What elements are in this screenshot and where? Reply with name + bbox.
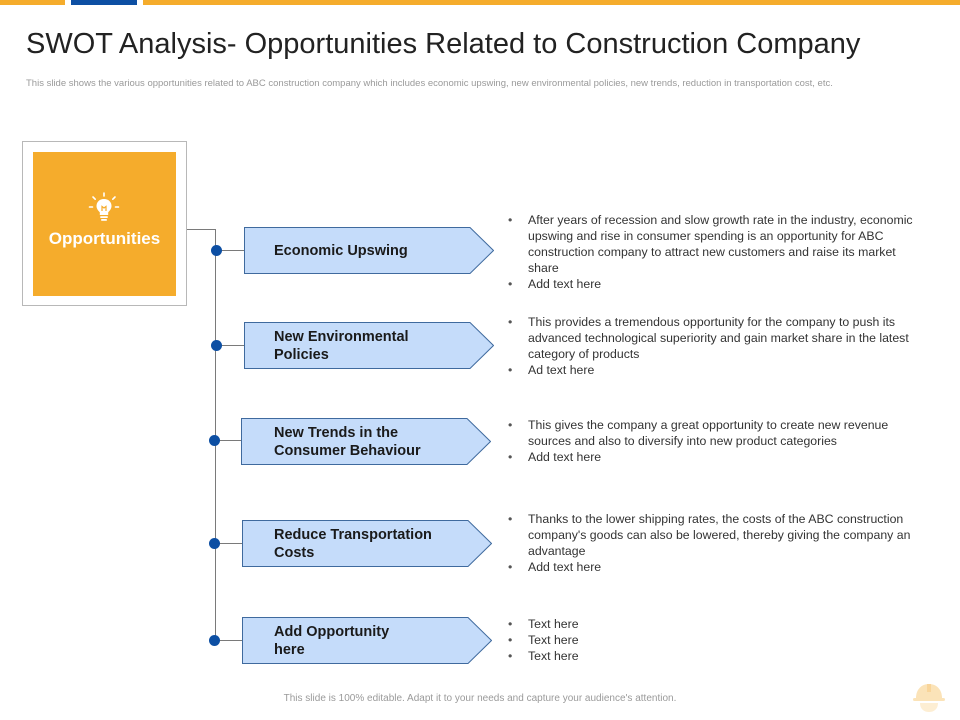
bullet-item: • Text here bbox=[508, 616, 928, 632]
bullet-item: • Add text here bbox=[508, 449, 928, 465]
bullet-item: • Text here bbox=[508, 632, 928, 648]
opportunities-box bbox=[33, 152, 176, 296]
opportunity-label: Economic Upswing bbox=[274, 242, 408, 259]
bullet-list-consumer-trends bbox=[508, 417, 928, 465]
bullet-item: • After years of recession and slow growth rate in the industry, economic upswing and rise in consumer spending is an opportunity for ABC construction company to attract new customers and raise its market share bbox=[508, 212, 928, 276]
opportunity-arrow-transportation-costs bbox=[242, 520, 492, 567]
opportunity-label: Reduce Transportation Costs bbox=[274, 526, 432, 561]
hard-hat-icon bbox=[910, 676, 948, 714]
bullet-item: • Add text here bbox=[508, 276, 928, 292]
opportunity-label: Add Opportunity here bbox=[274, 623, 390, 658]
bullet-item: • Add text here bbox=[508, 559, 928, 575]
bullet-item: • This provides a tremendous opportunity for the company to push its advanced technological superiority and gain market share in the latest category of products bbox=[508, 314, 928, 362]
bullet-list-transportation-costs bbox=[508, 511, 928, 575]
bullet-list-environmental-policies bbox=[508, 314, 928, 378]
top-accent-bar-right bbox=[143, 0, 960, 5]
footer-note: This slide is 100% editable. Adapt it to your needs and capture your audience's attention. bbox=[283, 693, 677, 704]
connector-branch-5 bbox=[216, 640, 243, 641]
timeline-dot-2 bbox=[211, 340, 222, 351]
timeline-dot-1 bbox=[211, 245, 222, 256]
connector-elbow-horizontal bbox=[187, 229, 216, 230]
bullet-item: • Ad text here bbox=[508, 362, 928, 378]
timeline-dot-5 bbox=[209, 635, 220, 646]
page-subtitle: This slide shows the various opportunities related to ABC construction company which includes economic upswing, new environmental policies, new trends, reduction in transportation cost, etc. bbox=[26, 78, 833, 89]
bullet-list-add-opportunity bbox=[508, 616, 928, 664]
page-title: SWOT Analysis- Opportunities Related to Construction Company bbox=[26, 28, 861, 60]
bullet-item: • Thanks to the lower shipping rates, the costs of the ABC construction company's goods can also be lowered, thereby giving the company an advantage bbox=[508, 511, 928, 559]
top-accent-bar-left bbox=[0, 0, 65, 5]
opportunity-label: New Environmental Policies bbox=[274, 328, 409, 363]
opportunity-arrow-consumer-trends bbox=[241, 418, 491, 465]
bullet-item: • This gives the company a great opportunity to create new revenue sources and also to diversify into new product categories bbox=[508, 417, 928, 449]
opportunity-arrow-economic-upswing bbox=[244, 227, 494, 274]
opportunity-label: New Trends in the Consumer Behaviour bbox=[274, 424, 421, 459]
opportunity-arrow-add-opportunity bbox=[242, 617, 492, 664]
connector-branch-4 bbox=[216, 543, 243, 544]
bullet-list-economic-upswing bbox=[508, 212, 928, 292]
timeline-dot-4 bbox=[209, 538, 220, 549]
bullet-item: • Text here bbox=[508, 648, 928, 664]
opportunities-label: Opportunities bbox=[48, 229, 161, 248]
lightbulb-icon bbox=[88, 192, 120, 224]
top-accent-bar-blue bbox=[71, 0, 137, 5]
timeline-dot-3 bbox=[209, 435, 220, 446]
opportunity-arrow-environmental-policies bbox=[244, 322, 494, 369]
